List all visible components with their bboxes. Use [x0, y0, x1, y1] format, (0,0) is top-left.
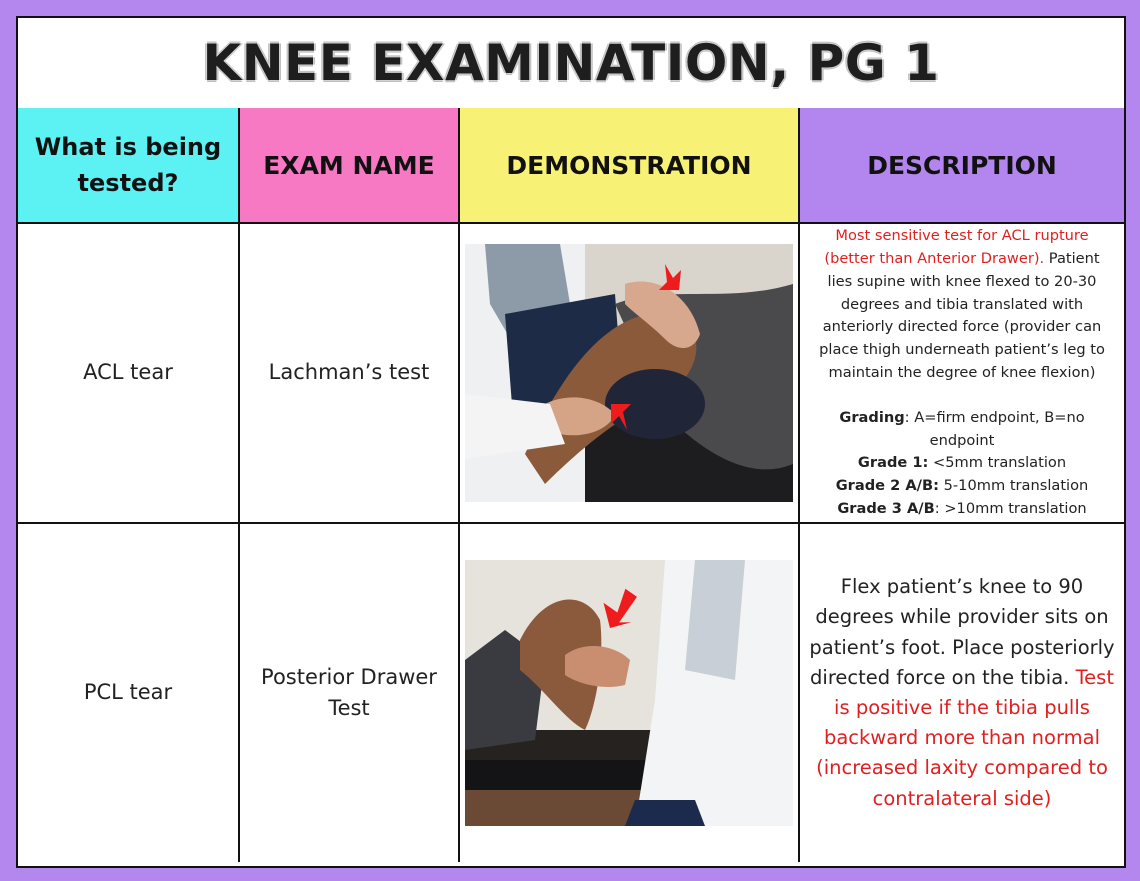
grade-2-label: Grade 2 A/B:: [835, 477, 939, 495]
header-demonstration-label: DEMONSTRATION: [506, 150, 752, 180]
exam-name-value: Posterior Drawer Test: [261, 664, 437, 720]
grade-1-text: <5mm translation: [928, 454, 1067, 472]
grade-3-label: Grade 3 A/B: [837, 499, 935, 517]
description-highlight: Test is positive if the tibia pulls backward more than normal (increased laxity compared to contralateral side): [816, 665, 1114, 810]
header-exam-name-label: EXAM NAME: [263, 150, 435, 180]
header-description-label: DESCRIPTION: [867, 150, 1057, 180]
grade-2-text: 5-10mm translation: [938, 477, 1089, 495]
exam-cell: [239, 223, 459, 523]
header-tested: [18, 108, 239, 223]
header-row: [18, 108, 1124, 223]
exam-sheet: [16, 16, 1126, 868]
exam-table: [18, 108, 1124, 862]
header-tested-label: What is being tested?: [34, 133, 222, 197]
description-cell: [799, 523, 1124, 862]
demo-cell: [459, 223, 799, 523]
grading-line: [810, 407, 1114, 453]
grade-3-line: [810, 498, 1114, 521]
header-demonstration: [459, 108, 799, 223]
demo-cell: [459, 523, 799, 862]
description-text: [800, 572, 1124, 814]
header-description: [799, 108, 1124, 223]
tested-cell: [18, 523, 239, 862]
description-cell: [799, 223, 1124, 523]
description-body: Flex patient’s knee to 90 degrees while provider sits on patient’s foot. Place posteriorly directed force on the tibia.: [809, 575, 1115, 689]
description-body: Patient lies supine with knee flexed to 20-30 degrees and tibia translated with anteriorly directed force (provider can place thigh underneath patient’s leg to maintain the degree of knee flexion): [819, 250, 1105, 381]
exam-cell: [239, 523, 459, 862]
header-exam-name: [239, 108, 459, 223]
tested-cell: [18, 223, 239, 523]
description-text: [800, 225, 1124, 521]
grade-3-text: : >10mm translation: [934, 499, 1087, 517]
page-title-bar: [18, 18, 1124, 110]
grade-1-line: [810, 452, 1114, 475]
tested-value: ACL tear: [83, 360, 173, 385]
page-title: KNEE EXAMINATION, PG 1: [202, 34, 940, 92]
table-row: [18, 223, 1124, 523]
table-row: [18, 523, 1124, 862]
grade-2-line: [810, 475, 1114, 498]
lachman-test-photo: [465, 244, 793, 502]
grading-text: : A=firm endpoint, B=no endpoint: [904, 408, 1085, 449]
description-highlight: Most sensitive test for ACL rupture (better than Anterior Drawer).: [824, 227, 1089, 268]
posterior-drawer-test-photo: [465, 560, 793, 826]
grading-label: Grading: [839, 408, 905, 426]
exam-name-value: Lachman’s test: [268, 360, 430, 385]
grade-1-label: Grade 1:: [857, 454, 929, 472]
tested-value: PCL tear: [83, 680, 173, 705]
